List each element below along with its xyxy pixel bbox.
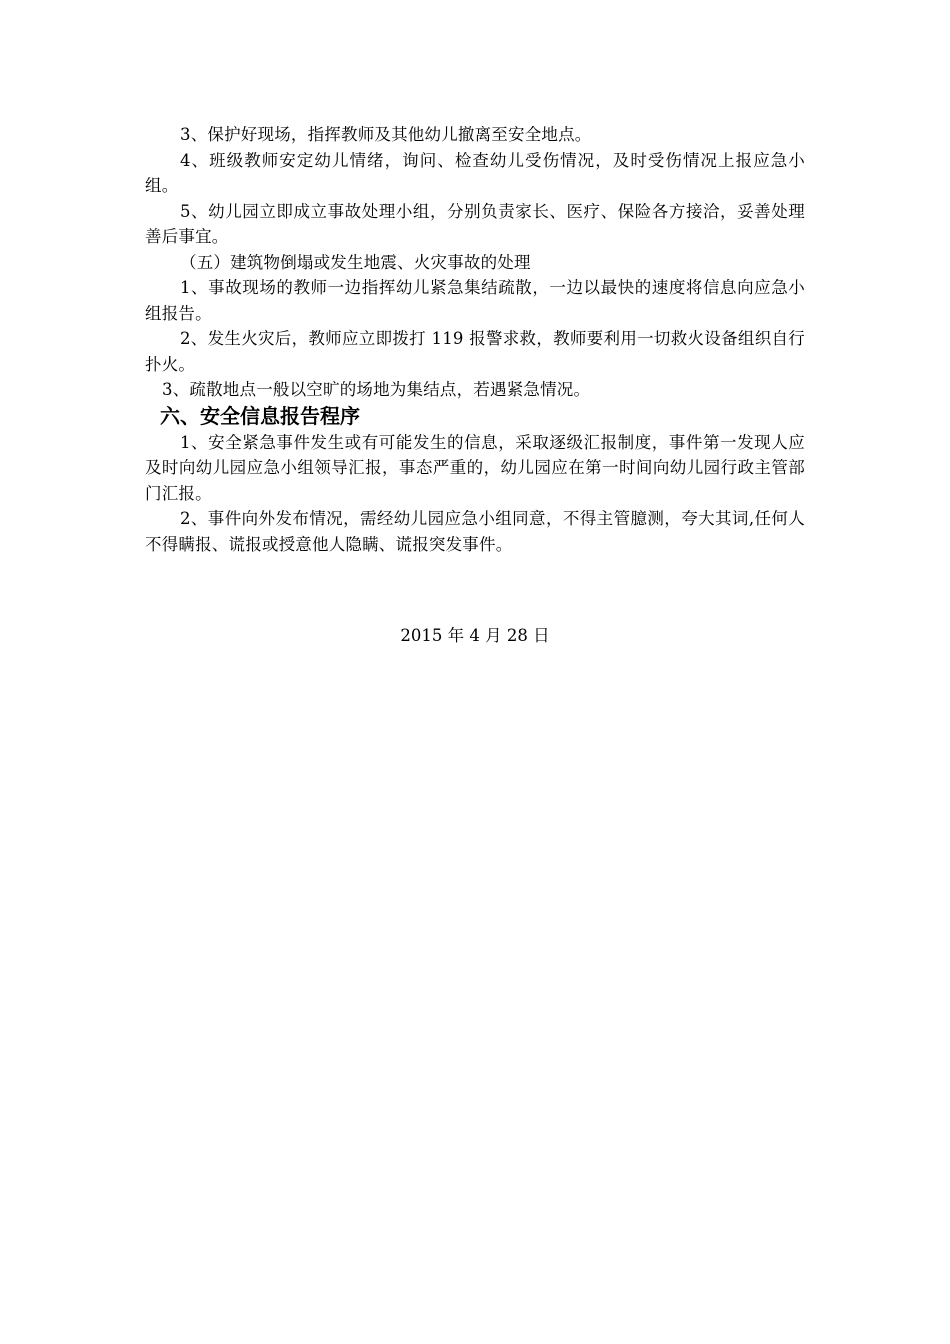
section-heading-safety-report: 六、安全信息报告程序 xyxy=(160,403,360,428)
paragraph-calm-children: 4、班级教师安定幼儿情绪，询问、检查幼儿受伤情况，及时受伤情况上报应急小组。 xyxy=(145,150,805,195)
paragraph-protect-scene: 3、保护好现场，指挥教师及其他幼儿撤离至安全地点。 xyxy=(180,125,592,144)
paragraph-reporting-system: 1、安全紧急事件发生或有可能发生的信息，采取逐级汇报制度，事件第一发现人应及时向幼儿园应急小组领导汇报，事态严重的，幼儿园应在第一时间向幼儿园行政主管部门汇报。 xyxy=(145,432,805,503)
paragraph-accident-team: 5、幼儿园立即成立事故处理小组，分别负责家长、医疗、保险各方接洽，妥善处理善后事宜。 xyxy=(145,201,805,246)
document-body xyxy=(145,122,805,557)
paragraph-fire-alarm: 2、发生火灾后，教师应立即拨打 119 报警求救，教师要利用一切救火设备组织自行扑火。 xyxy=(145,329,805,374)
subsection-title-building-collapse: （五）建筑物倒塌或发生地震、火灾事故的处理 xyxy=(180,252,531,272)
document-date: 2015 年 4 月 28 日 xyxy=(400,626,550,645)
paragraph-assembly-point: 3、疏散地点一般以空旷的场地为集结点，若遇紧急情况。 xyxy=(162,380,591,399)
paragraph-external-release: 2、事件向外发布情况，需经幼儿园应急小组同意，不得主管臆测，夸大其词,任何人不得瞒报、谎报或授意他人隐瞒、谎报突发事件。 xyxy=(145,509,805,554)
paragraph-evacuate-report: 1、事故现场的教师一边指挥幼儿紧急集结疏散，一边以最快的速度将信息向应急小组报告。 xyxy=(145,278,805,323)
